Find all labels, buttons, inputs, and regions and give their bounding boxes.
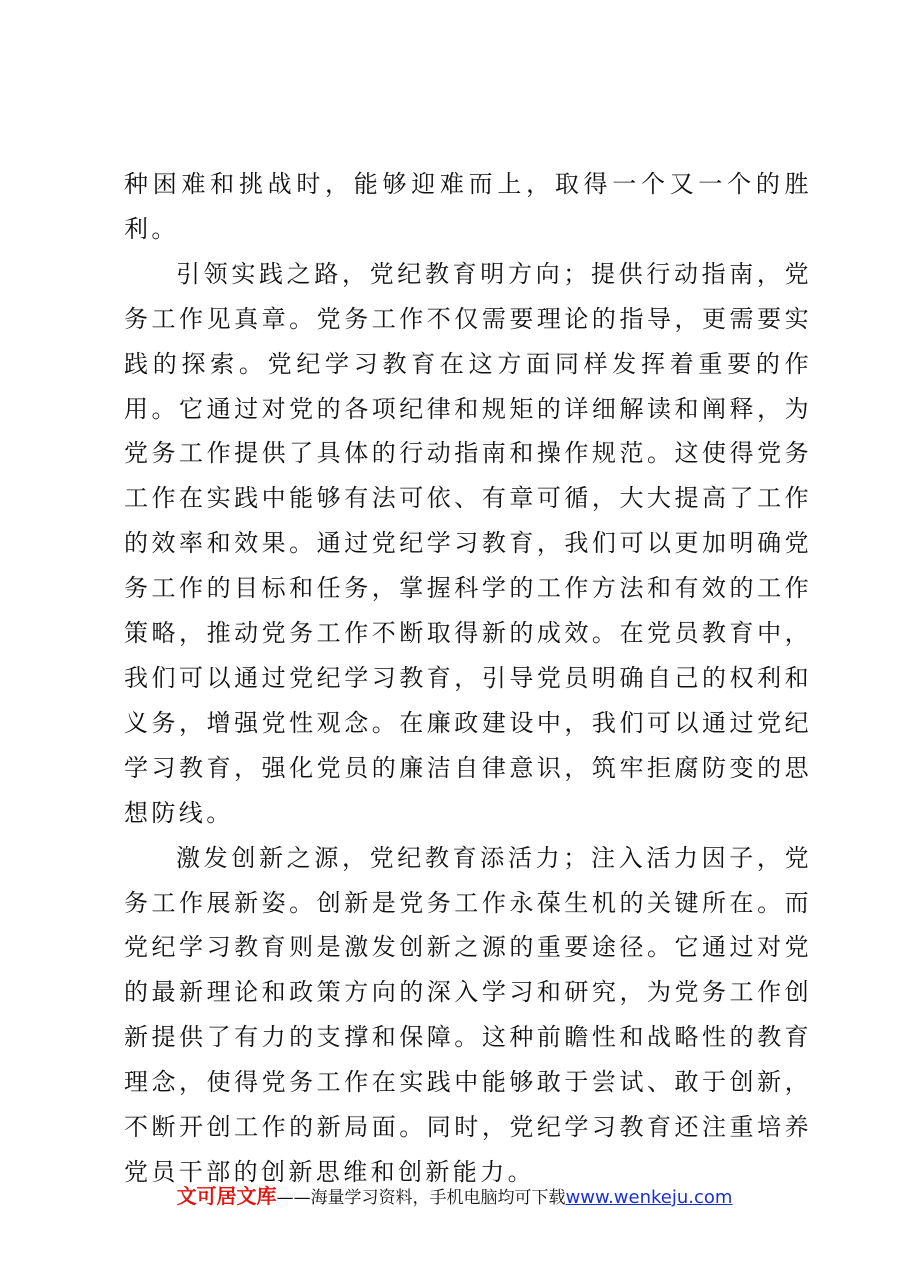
- footer-banner: [0, 1183, 909, 1211]
- footer-brand: 文可居文库: [176, 1184, 277, 1208]
- paragraph-practice: 引领实践之路，党纪教育明方向；提供行动指南，党务工作见真章。党务工作不仅需要理论的指导，更需要实践的探索。党纪学习教育在这方面同样发挥着重要的作用。它通过对党的各项纪律和规矩的详细解读和阐释，为党务工作提供了具体的行动指南和操作规范。这使得党务工作在实践中能够有法可依、有章可循，大大提高了工作的效率和效果。通过党纪学习教育，我们可以更加明确党务工作的目标和任务，掌握科学的工作方法和有效的工作策略，推动党务工作不断取得新的成效。在党员教育中，我们可以通过党纪学习教育，引导党员明确自己的权利和义务，增强党性观念。在廉政建设中，我们可以通过党纪学习教育，强化党员的廉洁自律意识，筑牢拒腐防变的思想防线。: [124, 259, 812, 827]
- paragraph-innovation: 激发创新之源，党纪教育添活力；注入活力因子，党务工作展新姿。创新是党务工作永葆生机的关键所在。而党纪学习教育则是激发创新之源的重要途径。它通过对党的最新理论和政策方向的深入学习和研究，为党务工作创新提供了有力的支撑和保障。这种前瞻性和战略性的教育理念，使得党务工作在实践中能够敢于尝试、敢于创新，不断开创工作的新局面。同时，党纪学习教育还注重培养党员干部的创新思维和创新能力。: [124, 843, 812, 1186]
- footer-site-link[interactable]: www.wenkeju.com: [565, 1187, 733, 1208]
- document-body: [124, 162, 812, 1195]
- footer-slogan: ——海量学习资料，手机电脑均可下载: [276, 1188, 566, 1208]
- paragraph-continuation: 种困难和挑战时，能够迎难而上，取得一个又一个的胜利。: [124, 170, 812, 243]
